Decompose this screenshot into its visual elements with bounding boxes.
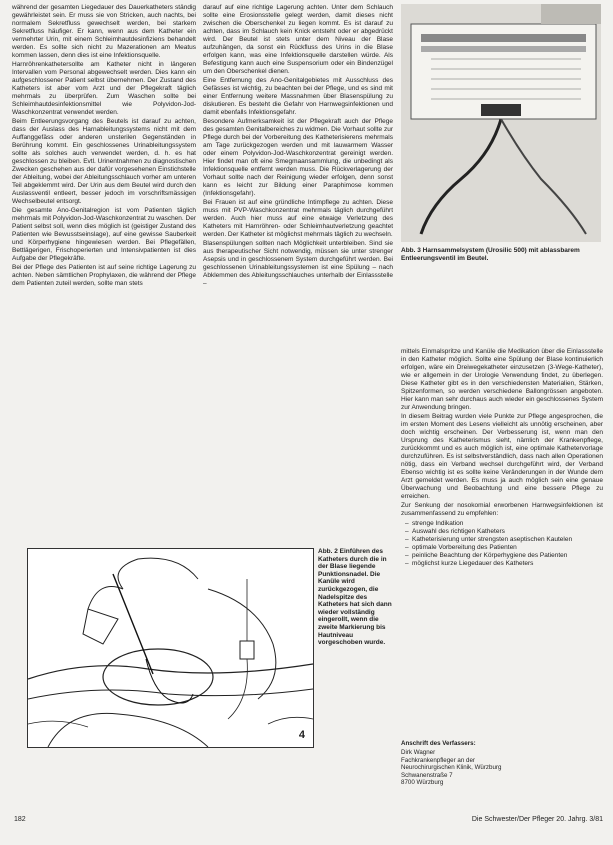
figure-number: 4 — [298, 729, 305, 741]
list-item: – strenge Indikation — [407, 520, 603, 528]
list-item: – optimale Vorbereitung des Patienten — [407, 544, 603, 552]
address-line: Dirk Wagner — [401, 749, 436, 757]
address-line: 8700 Würzburg — [401, 779, 444, 787]
address-heading: Anschrift des Verfassers: — [401, 740, 476, 747]
text-column-1 — [12, 4, 196, 289]
address-line: Schwanenstraße 7 — [401, 771, 453, 779]
text-column-3 — [401, 348, 603, 570]
paragraph: Beim Entleerungsvorgang des Beutels ist darauf zu achten, dass der Auslass des Harnableitungssystems nicht mit dem Auffanggefäss oder anderen unsterilen Gegenständen in Berührung kommt. Ein geschlossenes Urinableitungssystem sollte als solches auch verwendet werden, d. h. es hat geschlossen zu bleiben. Evtl. Urinentnahmen zu diagnostischen Zwecken geschehen aus der dafür vorgesehenen Einstichstelle der Ableitung, wobei der Ableitungsschlauch vorher am unteren Teil abgeklemmt wird. Der Urin aus dem Beutel wird durch den Auslassventil entleert, besser jedoch im vorschriftsmässigen Wechselbeutel entsorgt. — [12, 118, 196, 205]
paragraph: Bei Frauen ist auf eine gründliche Intimpflege zu achten. Diese muss mit PVP-Waschkonzentrat mehrmals täglich durchgeführt werden. Auch hier muss auf eine etwaige Verletzung des Katheters mit Harnröhren- oder Schleimhautverletzung geachtet werden. Der Katheter ist möglichst mehrmals täglich zu wechseln. — [203, 199, 393, 238]
paragraph: Harnröhrenkathetersollte am Katheter nicht in längeren Intervallen vom Personal abgewechselt werden. Dies kann ein aufgeschlossener Patient selbst übernehmen. Der Zustand des Katheters ist aber vom Arzt und der Pflegekraft täglich mehrmals zu überprüfen. Zum Waschen sollte bei Schleimhautdesinfektionsmittel wie Polyvidon-Jod-Waschkonzentrat verwendet werden. — [12, 61, 196, 116]
address-line: Neurochirurgischen Klinik, Würzburg — [401, 764, 502, 772]
author-address — [401, 740, 601, 786]
list-item: – Katheterisierung unter strengsten aseptischen Kautelen — [407, 536, 603, 544]
figure-3-urine-bag-photo — [401, 4, 601, 242]
text-column-2 — [203, 4, 393, 289]
recommendation-list — [401, 520, 603, 568]
figure-3-caption: Abb. 3 Harnsammelsystem (Urosilic 500) mit ablassbarem Entleerungsventil im Beutel. — [401, 247, 580, 262]
address-line: Fachkrankenpfleger an der — [401, 756, 475, 764]
figure-2-catheter-drawing — [27, 548, 314, 748]
urine-bag-illustration — [401, 4, 601, 242]
paragraph: Die gesamte Ano-Genitalregion ist vom Patienten täglich mehrmals mit Polyvidon-Jod-Waschkonzentrat zu waschen. Der Patient selbst soll, wenn dies möglich ist (geistiger Zustand des Patienten wie Bewusstseinslage), auf eine gewisse Sauberkeit und Körperhygiene hingewiesen werden. Bei Pflegefällen, Bettlägerigen, Frischoperierten und Intensivpatienten ist dies Aufgabe der Pflegekräfte. — [12, 207, 196, 262]
figure-2-caption: Abb. 2 Einführen des Katheters durch die in der Blase liegende Punktionsnadel. Die Kanüle wird zurückgezogen, die Nadelspitze des Katheters hat sich dann wieder vollständig eingerollt, wenn die zweite Markierung bis Hautniveau vorgeschoben wurde. — [318, 548, 392, 647]
paragraph: Eine Entfernung des Ano-Genitalgebietes mit Ausschluss des Gefässes ist wichtig, zu beachten bei der Pflege, und es sind mit einer Entfernung weitere Massnahmen über Blasenspülung zu diskutieren. Es besteht die Gefahr von Harnwegsinfektionen und damit ebenfalls Infektionsgefahr. — [203, 77, 393, 116]
paragraph: In diesem Beitrag wurden viele Punkte zur Pflege angesprochen, die im ersten Moment des Lesens vielleicht als unnötig erscheinen, aber doch wichtig erscheinen. Der Verbesserung ist, wenn man den Ursprung des Katheterismus sieht, nämlich der Krankenpflege, zurückkommt und es auch möglich ist, eine optimale Kathetervorlage durchzuführen. Es ist selbstverständlich, dass nach allen Operationen nötig, dass ein Verband wechsel durchgeführt wird, der Verband Ebenso wichtig ist es sollte keine Veränderungen in der Wunde dem Arzt gemeldet werden. Es muss ja auch möglich sein eine genaue Überwachung und Beobachtung und eine bessere Pflege zu erreichen. — [401, 413, 603, 500]
list-item: – möglichst kurze Liegedauer des Katheters — [407, 560, 603, 568]
paragraph: mittels Einmalspritze und Kanüle die Medikation über die Einlassstelle in den Katheter möglich. Sollte eine Spülung der Blase kontinuierlich erfolgen, wäre ein Dreiwegekatheter einzusetzen (3-Wege-Katheter), wie er allgemein in der Urologie Verwendung findet, zu überlegen. Diese Katheter gibt es in den verschiedensten Materialien, Stärken, Spitzenformen, so werden verschiedene Ballongrössen angeboten. Hier kann man sehr durchaus auch wieder ein geschlossenes System zur Anwendung bringen. — [401, 348, 603, 411]
list-item: – peinliche Beachtung der Körperhygiene des Patienten — [407, 552, 603, 560]
paragraph: Besondere Aufmerksamkeit ist der Pflegekraft auch der Pflege des gesamten Genitalbereiches zu widmen. Die Vorhaut sollte zur Pflege durch bei der Vorbereitung des Katheterisierens mehrmals am Tage zurückgezogen werden und mit lauwarmem Wasser oder einem Polyvidon-Jod-Waschkonzentrat gereinigt werden. Hier findet man oft eine Smegmaansammlung, die unbedingt als Infektionsquelle entfernt werden muss. Die Rückverlagerung der Vorhaut sollte nach der Reinigung wieder erfolgen, denn sonst kann es leicht zur Bildung einer Paraphimose kommen (Infektionsgefahr). — [203, 118, 393, 197]
list-item: – Auswahl des richtigen Katheters — [407, 528, 603, 536]
paragraph: Bei der Pflege des Patienten ist auf seine richtige Lagerung zu achten. Neben sämtlichen Prophylaxen, die während der Pflege dem Patienten zuteil werden, sollte man stets — [12, 264, 196, 287]
journal-reference: Die Schwester/Der Pfleger 20. Jahrg. 3/81 — [471, 816, 603, 823]
page-number: 182 — [14, 816, 26, 823]
paragraph: darauf auf eine richtige Lagerung achten. Unter dem Schlauch sollte eine Erosionsstelle gelegt werden, damit dieses nicht zwischen die Oberschenkel zu liegen kommt. Es ist darauf zu achten, dass im Schlauch kein Knick entsteht oder er abgedrückt wird. Der Beutel ist stets unter dem Niveau der Blase aufzuhängen, da sonst ein Rückfluss des Urins in die Blase erfolgen kann, was eine Infektionsquelle darstellen würde. Als Befestigung kann auch eine Suspensorium oder ein Bindenzügel um den Oberschenkel dienen. — [203, 4, 393, 75]
paragraph: Blasenspülungen sollten nach Möglichkeit unterbleiben. Sind sie aus therapeutischer Sicht notwendig, müssen sie unter strenger Asepsis und in geschlossenem System durchgeführt werden. Bei geschlossenen Urinableitungssystemen ist eine Spülung – nach Abklemmen des Ableitungsschlauches unterhalb der Einlassstelle – — [203, 240, 393, 287]
paragraph: Zur Senkung der nosokomial erworbenen Harnwegsinfektionen ist zusammenfassend zu empfehlen: — [401, 502, 603, 517]
paragraph: während der gesamten Liegedauer des Dauerkatheters ständig gewährleistet sein. Er muss sie von Stricken, auch nachts, bei normalem Sekretfluss gewechselt werden, bei starkem Sekretfluss häufiger. Er kann, wenn aus dem Katheter ein vermehrter Urin, mit einem Schleimhautdesinfiziens behandelt werden. Es sollte sich nicht zu Mazerationen am Meatus kommen lassen, denn dies ist eine Infektionsquelle. — [12, 4, 196, 59]
catheter-insertion-illustration — [28, 549, 313, 747]
